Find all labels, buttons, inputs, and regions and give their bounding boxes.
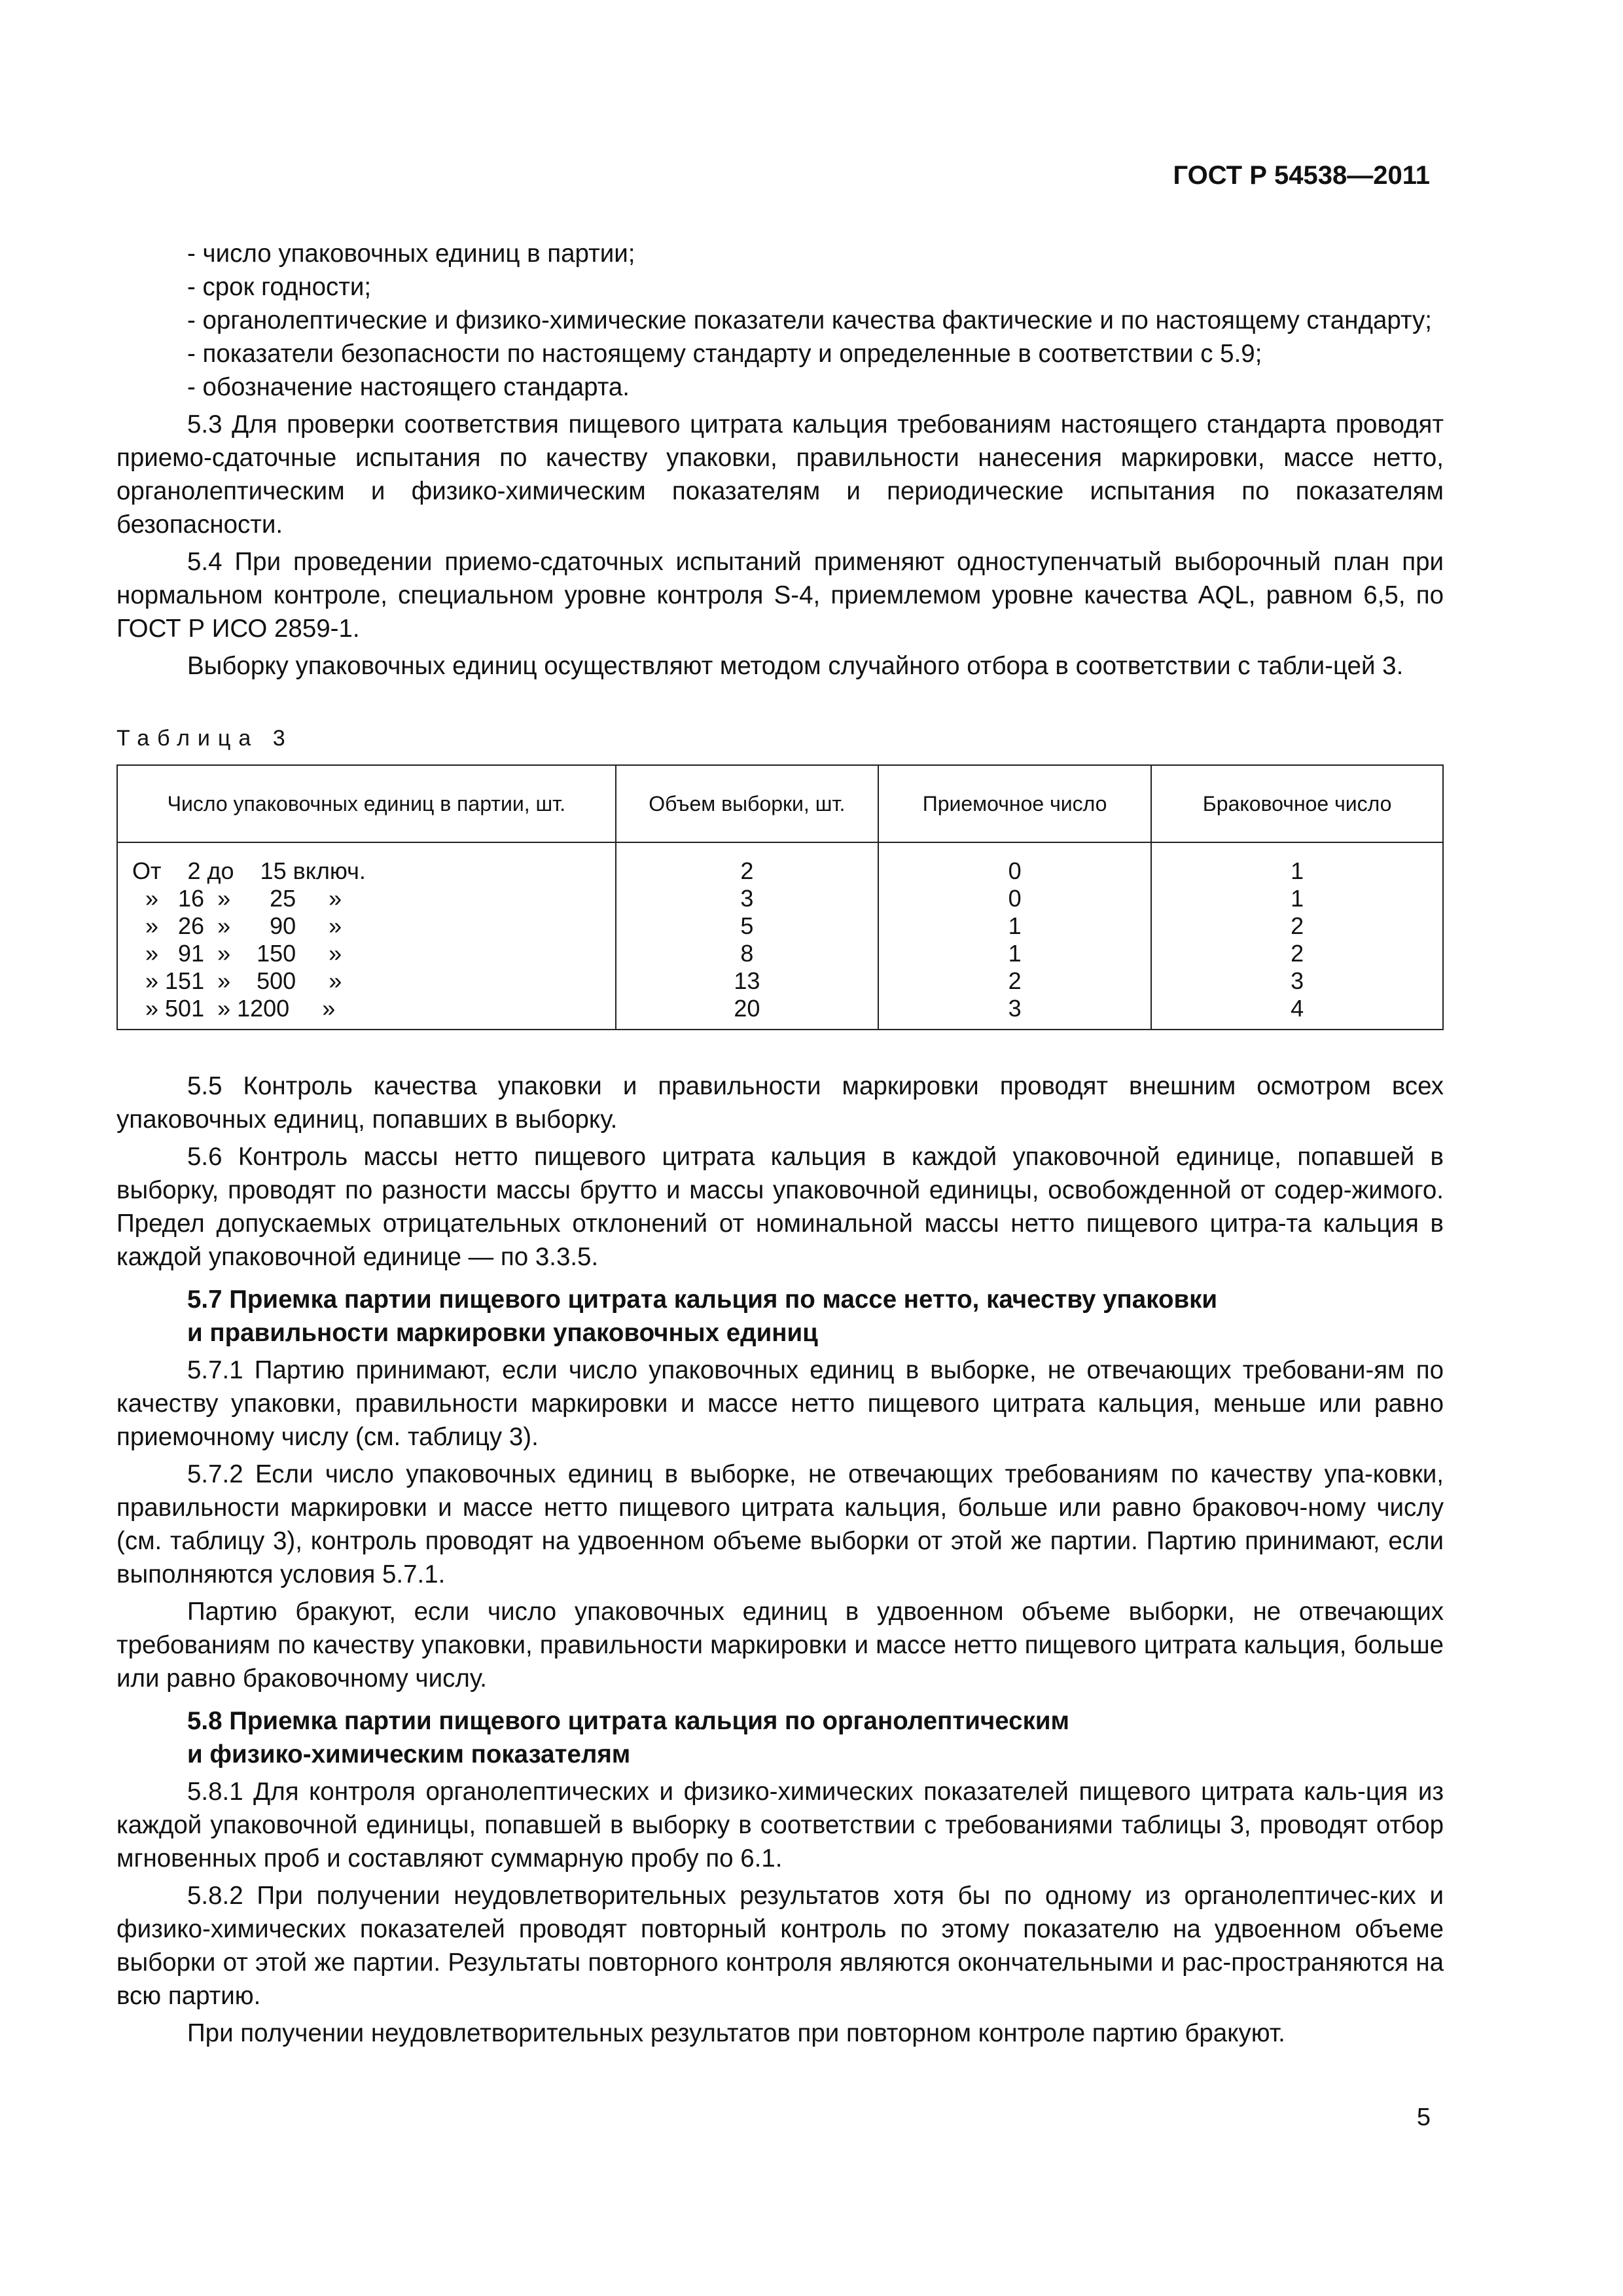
list-item: - показатели безопасности по настоящему стандарту и определенные в соответствии с 5.9;: [187, 340, 1262, 368]
table-cell: 20: [616, 995, 878, 1030]
list-item: - обозначение настоящего стандарта.: [187, 373, 630, 401]
table-cell: 2: [616, 842, 878, 885]
table-cell: 3: [616, 885, 878, 912]
final-paragraph: При получении неудовлетворительных результатов при повторном контроле партию бракуют.: [187, 2019, 1285, 2047]
clause-5-3: 5.3 Для проверки соответствия пищевого цитрата кальция требованиям настоящего стандарта проводят приемо-сдаточные испытания по качеству упаковки, правильности нанесения маркировки, массе нетто, органолептическим и физико-химическим показателям и периодические испытания по показателям безопасности.: [116, 410, 1444, 539]
table-row: [117, 842, 1443, 885]
table-cell: » 501 » 1200 »: [117, 995, 616, 1030]
table-cell: 13: [616, 967, 878, 995]
clause-5-8-2: 5.8.2 При получении неудовлетворительных результатов хотя бы по одному из органолептичес-ких и физико-химических показателей проводят повторный контроль по этому показателю на удвоенном объеме выборки от этой же партии. Результаты повторного контроля являются окончательными и рас-пространяются на всю партию.: [116, 1882, 1444, 2010]
clause-5-8-1: 5.8.1 Для контроля органолептических и физико-химических показателей пищевого цитрата каль-ция из каждой упаковочной единицы, попавшей в выборку в соответствии с требованиями таблицы 3, проводят отбор мгновенных проб и составляют суммарную пробу по 6.1.: [116, 1778, 1444, 1873]
table-cell: 4: [1151, 995, 1443, 1030]
table-cell: 3: [878, 995, 1151, 1030]
table-caption: Таблица 3: [116, 726, 293, 751]
page-number: 5: [1416, 2104, 1431, 2131]
table-cell: 8: [616, 940, 878, 967]
table-cell: » 151 » 500 »: [117, 967, 616, 995]
clause-5-7-1: 5.7.1 Партию принимают, если число упаковочных единиц в выборке, не отвечающих требовани-ям по качеству упаковки, правильности маркировки и массе нетто пищевого цитрата кальция, меньше или равно приемочному числу (см. таблицу 3).: [116, 1356, 1444, 1451]
table-row: [117, 940, 1443, 967]
table-row: [117, 885, 1443, 912]
list-item: - срок годности;: [187, 273, 372, 301]
column-header: Число упаковочных единиц в партии, шт.: [117, 765, 616, 842]
table-header-row: [117, 765, 1443, 842]
table-cell: 1: [878, 912, 1151, 940]
section-heading-5-8: [116, 1704, 1444, 1771]
table-row: [117, 995, 1443, 1030]
heading-line: и правильности маркировки упаковочных единиц: [187, 1319, 818, 1347]
clause-5-4: 5.4 При проведении приемо-сдаточных испытаний применяют одноступенчатый выборочный план при нормальном контроле, специальном уровне контроля S-4, приемлемом уровне качества AQL, равном 6,5, по ГОСТ Р ИСО 2859-1.: [116, 548, 1444, 643]
table-cell: 1: [878, 940, 1151, 967]
table-cell: 2: [1151, 940, 1443, 967]
sampling-paragraph: Выборку упаковочных единиц осуществляют методом случайного отбора в соответствии с табли-цей 3.: [187, 652, 1404, 680]
document-code: ГОСТ Р 54538—2011: [1173, 161, 1430, 190]
table-cell: 1: [1151, 842, 1443, 885]
table-row: [117, 912, 1443, 940]
table-row: [117, 967, 1443, 995]
table-cell: » 26 » 90 »: [117, 912, 616, 940]
list-item: - число упаковочных единиц в партии;: [187, 240, 635, 268]
table-cell: » 91 » 150 »: [117, 940, 616, 967]
clause-5-7-2: 5.7.2 Если число упаковочных единиц в выборке, не отвечающих требованиям по качеству упа-ковки, правильности маркировки и массе нетто пищевого цитрата кальция, больше или равно браковоч-ному числу (см. таблицу 3), контроль проводят на удвоенном объеме выборки от этой же партии. Партию принимают, если выполняются условия 5.7.1.: [116, 1460, 1444, 1588]
table-cell: » 16 » 25 »: [117, 885, 616, 912]
table-cell: 2: [1151, 912, 1443, 940]
table-cell: 5: [616, 912, 878, 940]
section-heading-5-7: [116, 1283, 1444, 1350]
clause-5-6: 5.6 Контроль массы нетто пищевого цитрата кальция в каждой упаковочной единице, попавшей в выборку, проводят по разности массы брутто и массы упаковочной единицы, освобожденной от содер-жимого. Предел допускаемых отрицательных отклонений от номинальной массы нетто пищевого цитра-та кальция в каждой упаковочной единице — по 3.3.5.: [116, 1143, 1444, 1271]
table-cell: 2: [878, 967, 1151, 995]
document-body: [116, 237, 1444, 2050]
table-cell: 0: [878, 885, 1151, 912]
column-header: Приемочное число: [878, 765, 1151, 842]
table-cell: 0: [878, 842, 1151, 885]
table-cell: 1: [1151, 885, 1443, 912]
table-cell: 3: [1151, 967, 1443, 995]
heading-line: 5.7 Приемка партии пищевого цитрата кальция по массе нетто, качеству упаковки: [187, 1285, 1218, 1314]
table-cell: От 2 до 15 включ.: [117, 842, 616, 885]
column-header: Браковочное число: [1151, 765, 1443, 842]
rejection-paragraph: Партию бракуют, если число упаковочных единиц в удвоенном объеме выборки, не отвечающих требованиям по качеству упаковки, правильности маркировки и массе нетто пищевого цитрата кальция, больше или равно браковочному числу.: [116, 1598, 1444, 1693]
clause-5-5: 5.5 Контроль качества упаковки и правильности маркировки проводят внешним осмотром всех упаковочных единиц, попавших в выборку.: [116, 1072, 1444, 1134]
list-item: - органолептические и физико-химические показатели качества фактические и по настоящему стандарту;: [187, 306, 1432, 334]
heading-line: и физико-химическим показателям: [187, 1740, 631, 1768]
column-header: Объем выборки, шт.: [616, 765, 878, 842]
heading-line: 5.8 Приемка партии пищевого цитрата кальция по органолептическим: [187, 1707, 1070, 1735]
sampling-table: [116, 764, 1444, 1030]
